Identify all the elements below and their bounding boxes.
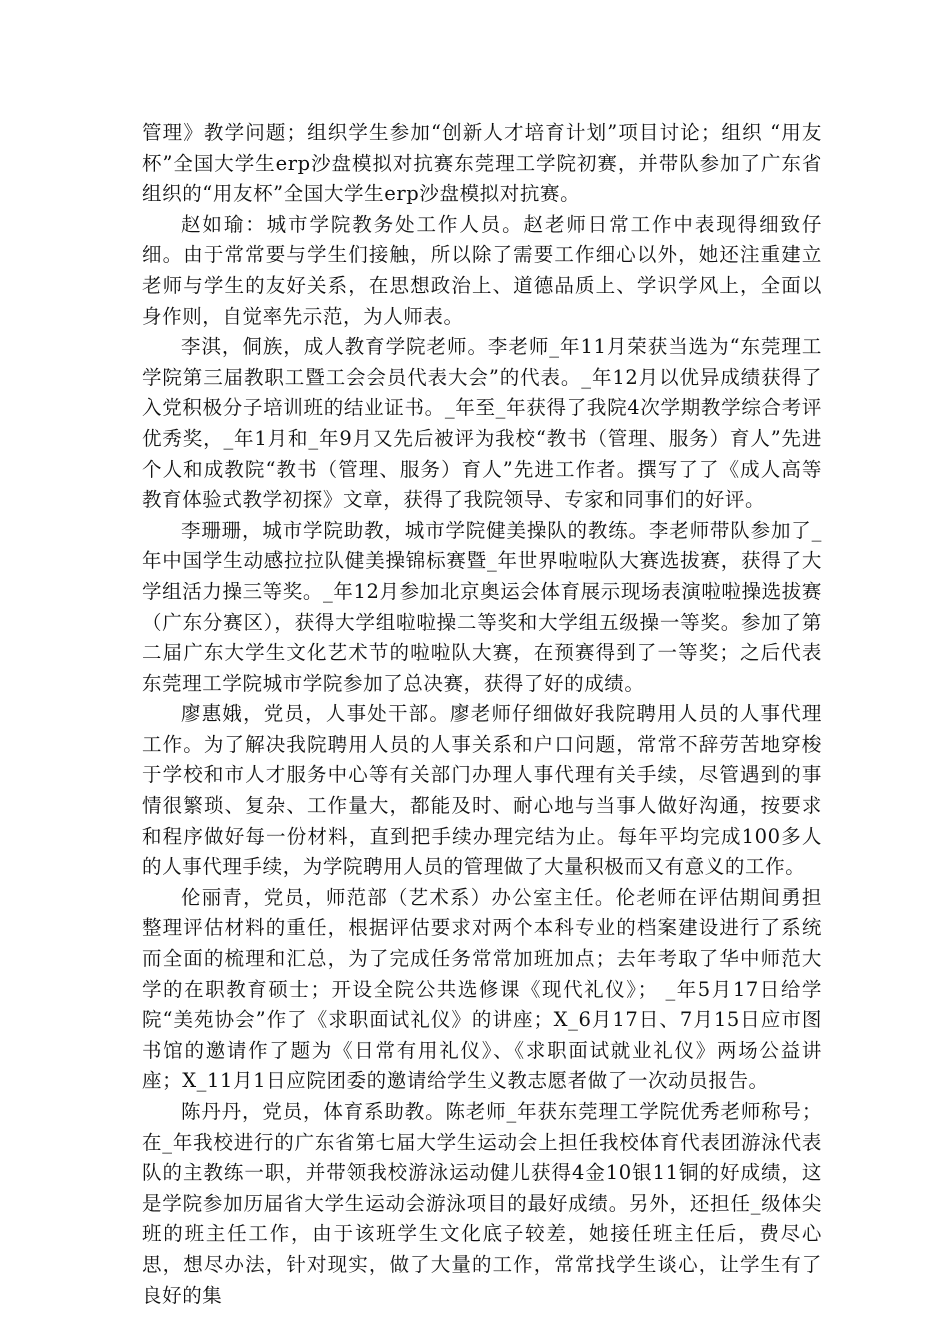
paragraph-continuation: 管理》教学问题；组织学生参加“创新人才培育计划”项目讨论；组织 “用友杯”全国大学生erp沙盘模拟对抗赛东莞理工学院初赛，并带队参加了广东省组织的“用友杯”全国大学生erp沙盘模拟对抗赛。 [142,121,822,206]
paragraph-chen-dandan: 陈丹丹，党员，体育系助教。陈老师_年获东莞理工学院优秀老师称号；在_年我校进行的广东省第七届大学生运动会上担任我校体育代表团游泳代表队的主教练一职，并带领我校游泳运动健儿获得4金10银11铜的好成绩，这是学院参加历届省大学生运动会游泳项目的最好成绩。另外，还担任_级体尖班的班主任工作，由于该班学生文化底子较差，她接任班主任后，费尽心思，想尽办法，针对现实，做了大量的工作，常常找学生谈心，让学生有了良好的集 [142,1100,822,1307]
paragraph-liao-huie: 廖惠娥，党员，人事处干部。廖老师仔细做好我院聘用人员的人事代理工作。为了解决我院聘用人员的人事关系和户口问题，常常不辞劳苦地穿梭于学校和市人才服务中心等有关部门办理人事代理有关手续，尽管遇到的事情很繁琐、复杂、工作量大，都能及时、耐心地与当事人做好沟通，按要求和程序做好每一份材料，直到把手续办理完结为止。每年平均完成100多人的人事代理手续，为学院聘用人员的管理做了大量积极而又有意义的工作。 [142,702,822,879]
document-body [142,118,822,1311]
paragraph-lun-liqing: 伦丽青，党员，师范部（艺术系）办公室主任。伦老师在评估期间勇担整理评估材料的重任，根据评估要求对两个本科专业的档案建设进行了系统而全面的梳理和汇总，为了完成任务常常加班加点；去年考取了华中师范大学的在职教育硕士；开设全院公共选修课《现代礼仪》； _年5月17日给学院“美苑协会”作了《求职面试礼仪》的讲座；X_6月17日、7月15日应市图书馆的邀请作了题为《日常有用礼仪》、《求职面试就业礼仪》两场公益讲座；X_11月1日应院团委的邀请给学生义教志愿者做了一次动员报告。 [142,885,822,1093]
paragraph-li-shanshan: 李珊珊，城市学院助教，城市学院健美操队的教练。李老师带队参加了_年中国学生动感拉拉队健美操锦标赛暨_年世界啦啦队大赛选拔赛，获得了大学组活力操三等奖。_年12月参加北京奥运会体育展示现场表演啦啦操选拔赛（广东分赛区），获得大学组啦啦操二等奖和大学组五级操一等奖。参加了第二届广东大学生文化艺术节的啦啦队大赛，在预赛得到了一等奖；之后代表东莞理工学院城市学院参加了总决赛，获得了好的成绩。 [142,518,822,695]
paragraph-zhao-ruyu: 赵如瑜：城市学院教务处工作人员。赵老师日常工作中表现得细致仔细。由于常常要与学生们接触，所以除了需要工作细心以外，她还注重建立老师与学生的友好关系，在思想政治上、道德品质上、学识学风上，全面以身作则，自觉率先示范，为人师表。 [142,212,822,328]
paragraph-li-qi: 李淇，侗族，成人教育学院老师。李老师_年11月荣获当选为“东莞理工学院第三届教职工暨工会会员代表大会”的代表。_年12月以优异成绩获得了入党积极分子培训班的结业证书。_年至_年获得了我院4次学期教学综合考评优秀奖，_年1月和_年9月又先后被评为我校“教书（管理、服务）育人”先进个人和成教院“教书（管理、服务）育人”先进工作者。撰写了了《成人高等教育体验式教学初探》文章，获得了我院领导、专家和同事们的好评。 [142,335,822,512]
